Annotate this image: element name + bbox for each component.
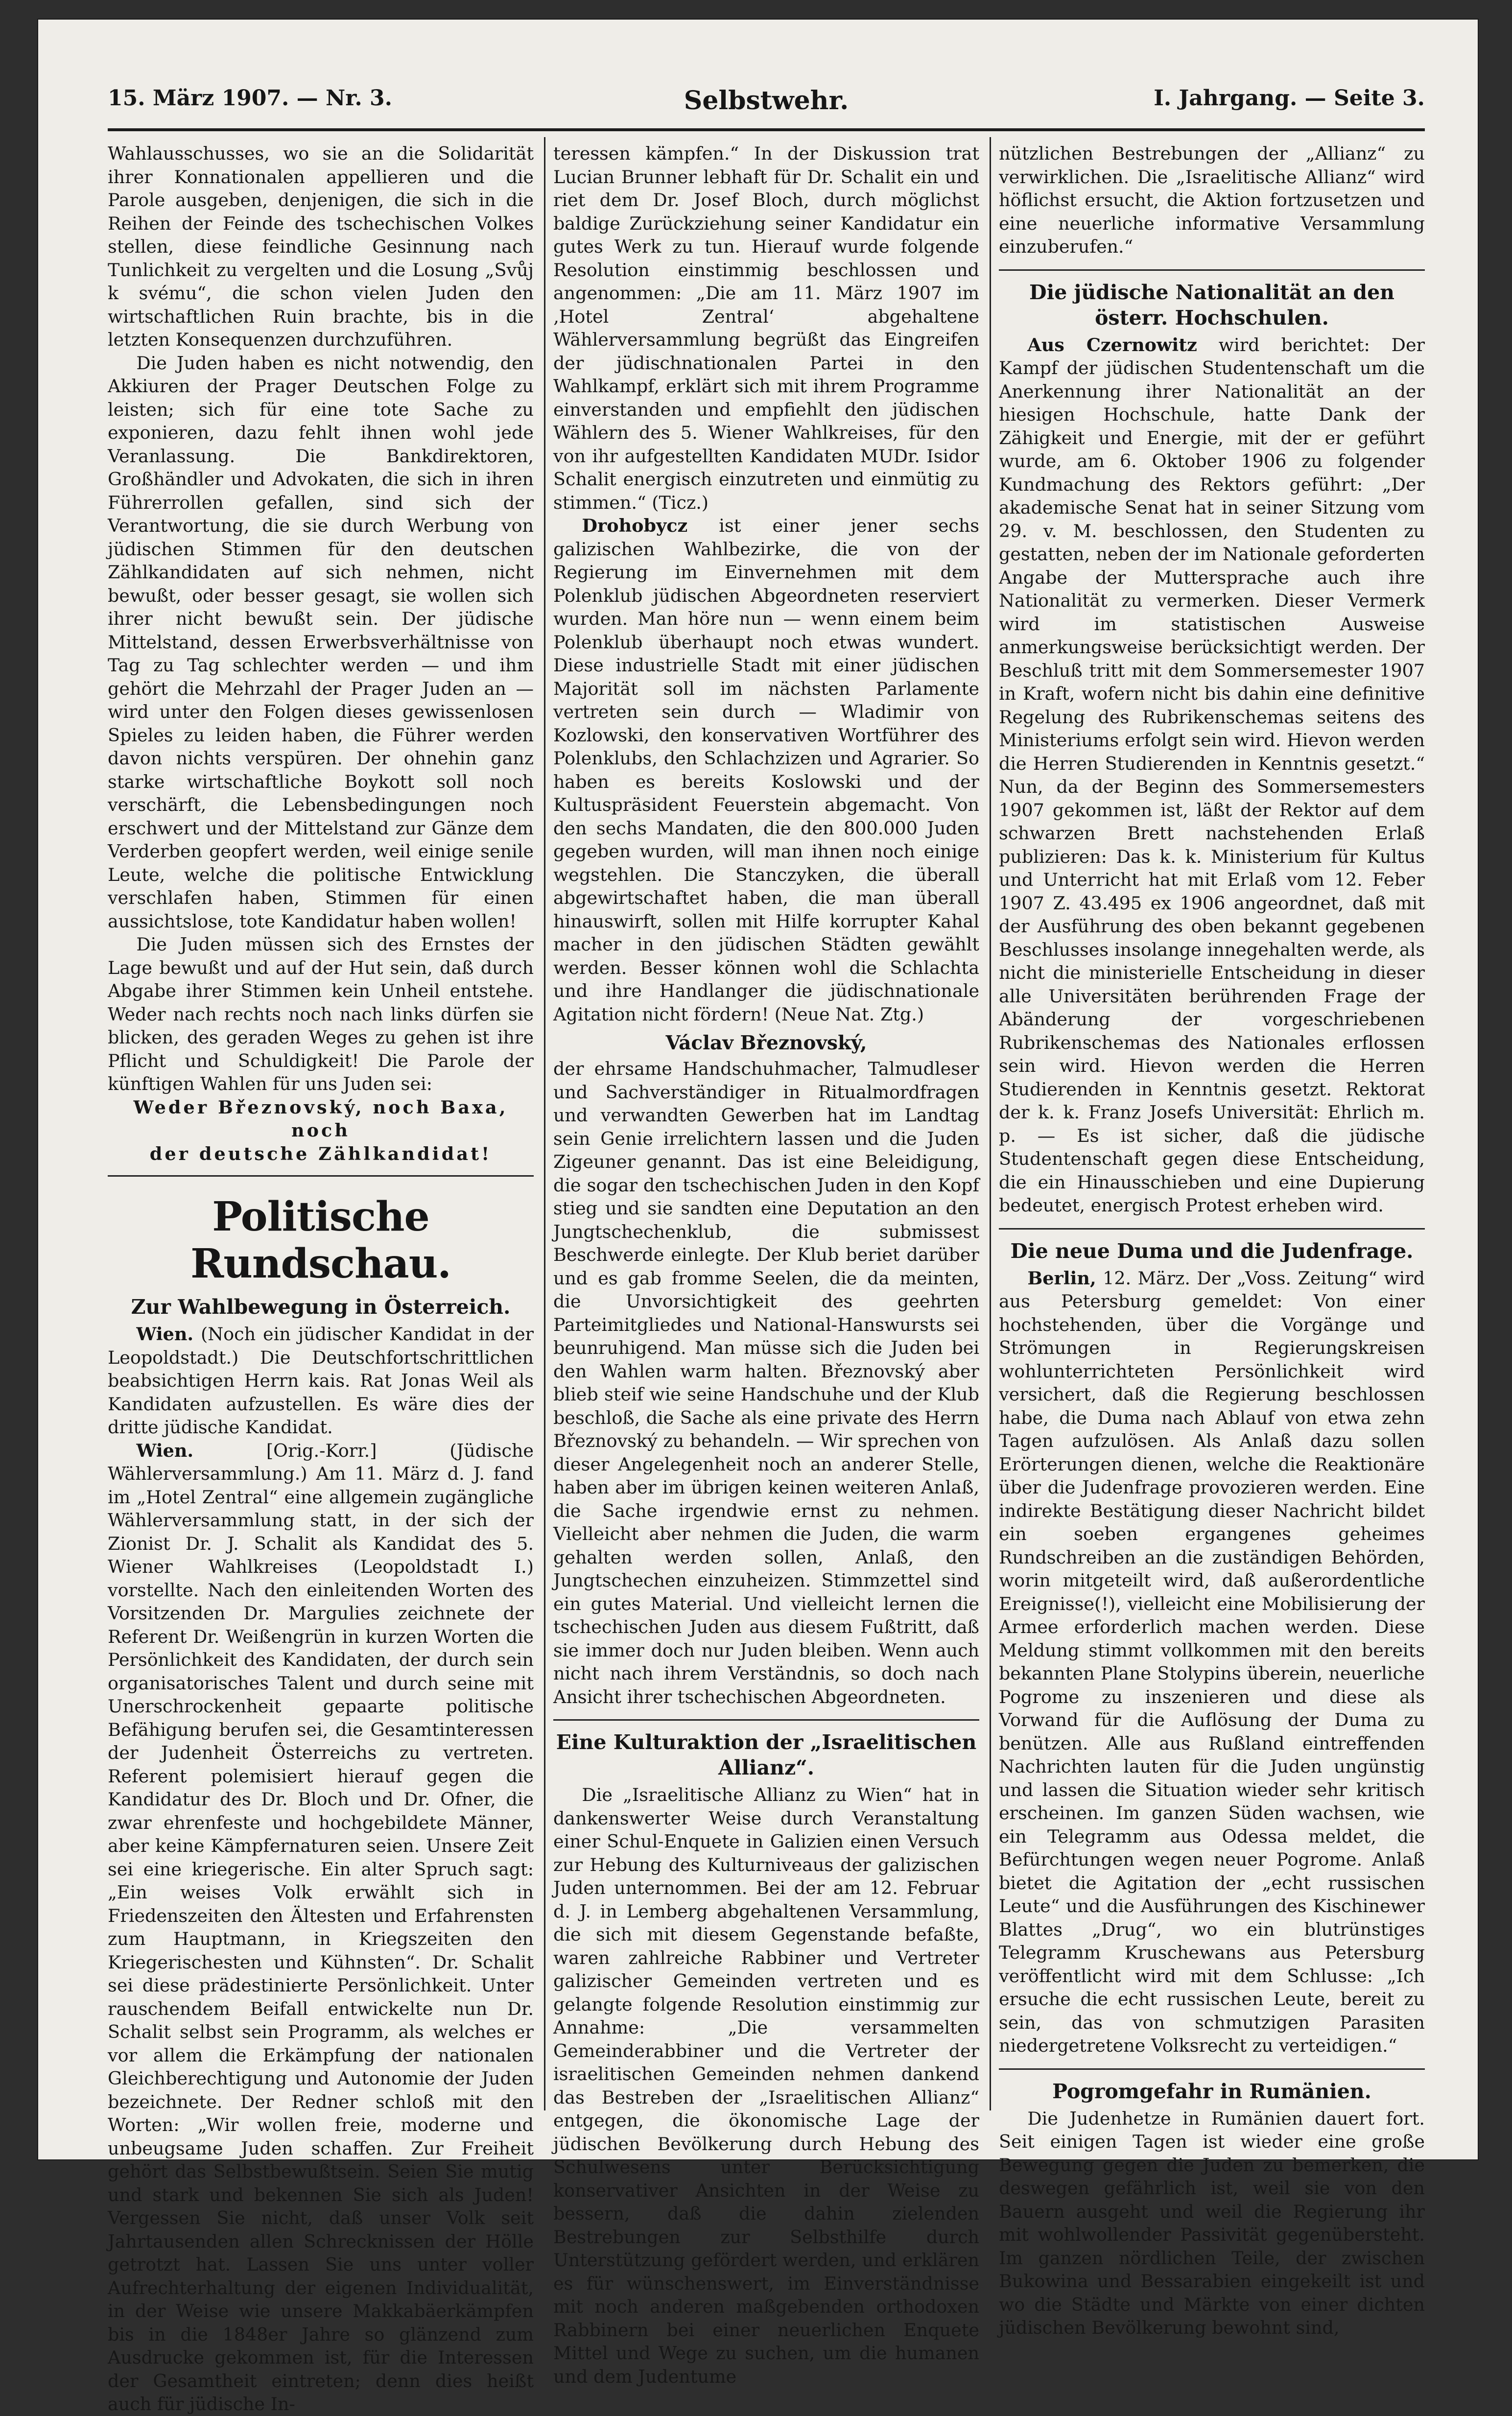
section-rule — [108, 1175, 534, 1177]
paragraph-text: (Noch ein jüdischer Kandidat in der Leopoldstadt.) Die Deutschfortschrittlichen beabsichtigen Herrn kais. Rat Jonas Weil als Kandidaten aufzustellen. Es wäre dies der dritte jüdische Kandidat. — [108, 1324, 534, 1438]
paragraph — [553, 514, 979, 1026]
paragraph: Wahlausschusses, wo sie an die Solidarität ihrer Konnationalen appellieren und die Parole ausgeben, denjenigen, die sich in die Reihen der Feinde des tschechischen Volkes stellen, diese feindliche Gesinnung nach Tunlichkeit zu vergelten und die Losung „Svůj k svému“, die schon vielen Juden den wirtschaftlichen Ruin brachte, bis in die letzten Konsequenzen durchzuführen. — [108, 143, 534, 350]
paragraph: Die Juden haben es nicht notwendig, den Akkiuren der Prager Deutschen Folge zu leisten; sich für eine tote Sache zu exponieren, dazu fehlt ihnen wohl jede Veranlassung. Die Bankdirektoren, Großhändler und Advokaten, die sich in ihren Führerrollen gefallen, sind sich der Verantwortung, die sie durch Werbung von jüdischen Stimmen für den deutschen Zählkandidaten auf sich nehmen, nicht bewußt, oder besser gesagt, sie wollen sich ihrer nicht bewußt sein. Der jüdische Mittelstand, dessen Erwerbsverhältnisse von Tag zu Tag schlechter werden — und ihm gehört die Mehrzahl der Prager Juden an — wird unter den Folgen dieses gewissenlosen Spieles zu leiden haben, die Führer werden davon nichts verspüren. Der ohnehin ganz starke wirtschaftliche Boykott soll noch verschärft, die Lebensbedingungen noch erschwert und der Mittelstand zur Gänze dem Verderben geopfert werden, weil einige senile Leute, welche die politische Entwicklung verschlafen haben, Stimmen für einen aussichtslose, tote Kandidatur haben wollen! — [108, 352, 534, 932]
paragraph: nützlichen Bestrebungen der „Allianz“ zu verwirklichen. Die „Israelitische Allianz“ wird höflichst ersucht, die Aktion fortzusetzen und eine neuerliche informative Versammlung einzuberufen.“ — [999, 143, 1425, 257]
dateline: Wien. — [136, 1324, 194, 1345]
column-divider — [990, 137, 991, 2110]
paragraph-text: 12. März. Der „Voss. Zeitung“ wird aus Petersburg gemeldet: Von einer hochstehenden, über die Vorgänge und Strömungen in Regierungskreisen wohlunterrichteten Persönlichkeit wird versichert, daß die Regierung beschlossen habe, die Duma nach Ablauf von etwa zehn Tagen aufzulösen. Als Anlaß dazu sollen Erörterungen dienen, welche die Reaktionäre über die Judenfrage provozieren werden. Eine indirekte Bestätigung dieser Nachricht bildet ein soeben ergangenes geheimes Rundschreiben an die zuständigen Behörden, worin mitgeteilt wird, daß außerordentliche Ereignisse(!), vielleicht eine Mobilisierung der Armee erforderlich machen werden. Diese Meldung stimmt vollkommen mit den bereits bekannten Plane Stolypins überein, neuerliche Pogrome zu inszenieren und diese als Vorwand für die Auflösung der Duma zu benützen. Alle aus Rußland eintreffenden Nachrichten lauten für die Juden ungünstig und lassen die Situation wieder sehr kritisch erscheinen. Im ganzen Süden wachsen, wie ein Telegramm aus Odessa meldet, die Befürchtungen wegen neuer Pogrome. Anlaß bietet die Agitation der „echt russischen Leute“ und die Ausführungen des Kischinewer Blattes „Drug“, wo ein blutrünstiges Telegramm Kruschewans aus Petersburg veröffentlicht wird mit dem Schlusse: „Ich ersuche die echt russischen Leute, bereit zu sein, das von schmutzigen Parasiten niedergetretene Volksrecht zu verteidigen.“ — [999, 1267, 1425, 2056]
article-heading: Die jüdische Nationalität an den österr. Hochschulen. — [1029, 280, 1394, 330]
paragraph: der ehrsame Handschuhmacher, Talmudleser und Sachverständiger in Ritualmordfragen und verwandten Gewerben hat im Landtag sein Genie irrelichtern lassen und die Juden Zigeuner genannt. Das ist eine Beleidigung, die sogar den tschechischen Juden in den Kopf stieg und sie sandten eine Deputation an den Jungtschechenklub, die submissest Beschwerde einlegte. Der Klub beriet darüber und es gab fromme Seelen, die da meinten, die Unvorsichtigkeit des geehrten Parteimitgliedes und National-Hanswursts sei beunruhigend. Man müsse sich die Juden bei den Wahlen warm halten. Březnovský aber blieb steif wie seine Handschuhe und der Klub beschloß, die Sache als eine private des Herrn Březnovský zu behandeln. — Wir sprechen von dieser Angelegenheit noch an anderer Stelle, haben aber im übrigen keinen weiteren Anlaß, die Sache irgendwie ernst zu nehmen. Vielleicht aber nehmen die Juden, die warm gehalten werden sollen, Anlaß, den Jungtschechen einzuheizen. Stimmzettel sind ein gutes Material. Und vielleicht lernen die tschechischen Juden aus diesem Fußtritt, daß sie immer doch nur Juden bleiben. Wenn auch nicht nach ihrem Verständnis, so doch nach Ansicht ihrer tschechischen Abgeordneten. — [553, 1058, 979, 1707]
paragraph — [108, 1439, 534, 2416]
dateline: Berlin, — [1027, 1267, 1096, 1289]
article-heading: Pogromgefahr in Rumänien. — [1052, 2079, 1371, 2103]
header-date-issue: 15. März 1907. — Nr. 3. — [108, 86, 392, 111]
dateline: Wien. — [136, 1440, 194, 1461]
header-volume-page: I. Jahrgang. — Seite 3. — [1154, 86, 1425, 111]
paragraph: Die Juden müssen sich des Ernstes der Lage bewußt und auf der Hut sein, daß durch Abgabe ihrer Stimmen kein Unheil entstehe. Weder nach rechts noch nach links dürfen sie blicken, des geraden Weges zu gehen ist ihre Pflicht und Schuldigkeit! Die Parole der künftigen Wahlen für uns Juden sei: — [108, 934, 534, 1094]
column-3 — [999, 142, 1425, 2338]
section-title: Politische Rundschau. — [190, 1193, 451, 1287]
column-2 — [553, 142, 979, 2387]
paragraph-text: wird berichtet: Der Kampf der jüdischen Studentenschaft um die Anerkennung ihrer Nationalität an der hiesigen Hochschule, hatte Dank der Zähigkeit und Energie, mit der er geführt wurde, am 6. Oktober 1906 zu folgender Kundmachung des Rektors geführt: „Der akademische Senat hat in seiner Sitzung vom 29. v. M. beschlossen, den Studenten zu gestatten, neben der im Nationale geforderten Angabe der Muttersprache auch ihre Nationalität zu vermerken. Dieser Vermerk wird im statistischen Ausweise anmerkungsweise berücksichtigt werden. Der Beschluß tritt mit dem Sommersemester 1907 in Kraft, wofern nicht bis dahin eine definitive Regelung des Rubrikenschemas seitens des Ministeriums erfolgt sein wird. Hievon werden die Herren Studierenden in Kenntnis gesetzt.“ Nun, da der Beginn des Sommersemesters 1907 gekommen ist, läßt der Rektor auf dem schwarzen Brett nachstehenden Erlaß publizieren: Das k. k. Ministerium für Kultus und Unterricht hat mit Erlaß vom 12. Feber 1907 Z. 43.495 ex 1906 angeordnet, daß mit der Ausführung des oben bekannt gegebenen Beschlusses insolange innegehalten werde, als nicht die ministerielle Entscheidung in dieser alle Universitäten berührenden Frage der Abänderung der vorgeschriebenen Rubrikenschemas des Nationales erflossen sein wird. Hievon werden die Herren Studierenden in Kenntnis gesetzt. Rektorat der k. k. Franz Josefs Universität: Ehrlich m. p. — Es ist sicher, daß die jüdische Studentenschaft gegen diese Entscheidung, die ein Hinausschieben und eine Dupierung bedeutet, energisch Protest erheben wird. — [999, 334, 1425, 1216]
header-rule — [108, 128, 1425, 131]
article-heading: Die neue Duma und die Judenfrage. — [1010, 1239, 1414, 1263]
paragraph — [999, 1267, 1425, 2058]
paragraph — [999, 333, 1425, 1217]
section-rule — [999, 2068, 1425, 2070]
section-rule — [999, 269, 1425, 271]
article-heading: Eine Kulturaktion der „Israelitischen Allianz“. — [556, 1730, 977, 1779]
column-divider — [544, 137, 545, 2110]
paragraph-text: ist einer jener sechs galizischen Wahlbezirke, die von der Regierung im Einvernehmen mit dem Polenklub jüdischen Abgeordneten reserviert wurden. Man höre nun — wenn einem beim Polenklub überhaupt noch etwas wundert. Diese industrielle Stadt mit einer jüdischen Majorität soll im nächsten Parlamente vertreten sein durch — Wladimir von Kozlowski, den konservativen Wortführer des Polenklubs, den Schlachzizen und Agrarier. So haben es bereits Koslowski und der Kultuspräsident Feuerstein abgemacht. Von den sechs Mandaten, die den 800.000 Juden gegeben wurden, will man ihnen noch einige wegstehlen. Die Stanczyken, die überall abgewirtschaftet haben, die man überall hinauswirft, sollen mit Hilfe korrupter Kahal macher in den jüdischen Städten gewählt werden. Besser können wohl die Schlachta und ihre Handlanger die jüdischnationale Agitation nicht fördern! (Neue Nat. Ztg.) — [553, 515, 979, 1025]
election-slogan-line: Weder Březnovský, noch Baxa, noch — [133, 1096, 508, 1141]
paragraph — [108, 1323, 534, 1439]
election-slogan-line: der deutsche Zählkandidat! — [149, 1143, 492, 1164]
section-rule — [553, 1719, 979, 1721]
section-rule — [999, 1228, 1425, 1230]
header-masthead: Selbstwehr. — [684, 86, 849, 116]
paragraph: teressen kämpfen.“ In der Diskussion trat Lucian Brunner lebhaft für Dr. Schalit ein und riet dem Dr. Josef Bloch, durch möglichst baldige Zurückziehung seiner Kandidatur ein gutes Werk zu tun. Hierauf wurde folgende Resolution einstimmig beschlossen und angenommen: „Die am 11. März 1907 im ‚Hotel Zentral‘ abgehaltene Wählerversammlung begrüßt das Eingreifen der jüdischnationalen Partei in den Wahlkampf, erklärt sich mit ihrem Programme einverstanden und empfiehlt den jüdischen Wählern des 5. Wiener Wahlkreises, für den von ihr aufgestellten Kandidaten MUDr. Isidor Schalit energisch einzutreten und einmütig zu stimmen.“ (Ticz.) — [553, 143, 979, 513]
article-heading: Zur Wahlbewegung in Österreich. — [131, 1295, 511, 1319]
dateline: Drohobycz — [582, 515, 688, 536]
article-heading: Václav Březnovský, — [665, 1032, 867, 1054]
paragraph-text: [Orig.-Korr.] (Jüdische Wählerversammlung.) Am 11. März d. J. fand im „Hotel Zentral“ eine allgemein zugängliche Wählerversammlung statt, in der sich der Zionist Dr. J. Schalit als Kandidat des 5. Wiener Wahlkreises (Leopoldstadt I.) vorstellte. Nach den einleitenden Worten des Vorsitzenden Dr. Margulies zeichnete der Referent Dr. Weißengrün in kurzen Worten die Persönlichkeit des Kandidaten, der durch sein organisatorisches Talent und durch seine mit Unerschrockenheit gepaarte politische Befähigung berufen sei, die Gesamtinteressen der Judenheit Österreichs zu vertreten. Referent polemisiert hierauf gegen die Kandidatur des Dr. Bloch und Dr. Ofner, die zwar ehrenfeste und hochgebildete Männer, aber keine Kämpfernaturen seien. Unsere Zeit sei eine kriegerische. Ein alter Spruch sagt: „Ein weises Volk erwählt sich in Friedenszeiten den Ältesten und Erfahrensten zum Hauptmann, in Kriegszeiten den Kriegerischesten und Kühnsten“. Dr. Schalit sei diese prädestinierte Persönlichkeit. Unter rauschendem Beifall entwickelte nun Dr. Schalit selbst sein Programm, als welches er vor allem die Erkämpfung der nationalen Gleichberechtigung und Autonomie der Juden bezeichnete. Der Redner schloß mit den Worten: „Wir wollen freie, moderne und unbeugsame Juden schaffen. Zur Freiheit gehört das Selbstbewußtsein. Seien Sie mutig und stark und bekennen Sie sich als Juden! Vergessen Sie nicht, daß unser Volk seit Jahrtausenden allen Schrecknissen der Hölle getrotzt hat. Lassen Sie uns unter voller Aufrechterhaltung der eigenen Individualität, in der Weise wie unsere Makkabäerkämpfen bis in die 1848er Jahre so glänzend zum Ausdrucke gekommen ist, für die Interessen der Gesamtheit eintreten; denn dies heißt auch für jüdische In- — [108, 1440, 534, 2415]
paragraph: Die Judenhetze in Rumänien dauert fort. Seit einigen Tagen ist wieder eine große Bewegung gegen die Juden zu bemerken, die deswegen gefährlich ist, weil sie von den Bauern ausgeht und weil die Regierung ihr mit wohlwollender Passivität gegenübersteht. Im ganzen nördlichen Teile, der zwischen Bukowina und Bessarabien eingekeilt ist und wo die Städte und Märkte von einer dichten jüdischen Bevölkerung bewohnt sind, — [999, 2108, 1425, 2338]
dateline: Aus Czernowitz — [1027, 334, 1197, 355]
paragraph: Die „Israelitische Allianz zu Wien“ hat in dankenswerter Weise durch Veranstaltung einer Schul-Enquete in Galizien einen Versuch zur Hebung des Kulturniveaus der galizischen Juden unternommen. Bei der am 12. Februar d. J. in Lemberg abgehaltenen Versammlung, die sich mit diesem Gegenstande befaßte, waren zahlreiche Rabbiner und Vertreter galizischer Gemeinden vertreten und es gelangte folgende Resolution einstimmig zur Annahme: „Die versammelten Gemeinderabbiner und die Vertreter der israelitischen Gemeinden nehmen dankend das Bestreben der „Israelitischen Allianz“ entgegen, die ökonomische Lage der jüdischen Bevölkerung durch Hebung des Schulwesens unter Berücksichtigung konservativer Ansichten in der Weise zu bessern, daß die dahin zielenden Bestrebungen zur Selbsthilfe durch Unterstützung gefördert werden, und erklären es für wünschenswert, im Einverständnisse mit noch anderen maßgebenden orthodoxen Rabbinern bei einer neuerlichen Enquete Mittel und Wege zu suchen, um die humanen und dem Judentume — [553, 1784, 979, 2387]
page-header — [108, 86, 1425, 130]
column-1 — [108, 142, 534, 2415]
